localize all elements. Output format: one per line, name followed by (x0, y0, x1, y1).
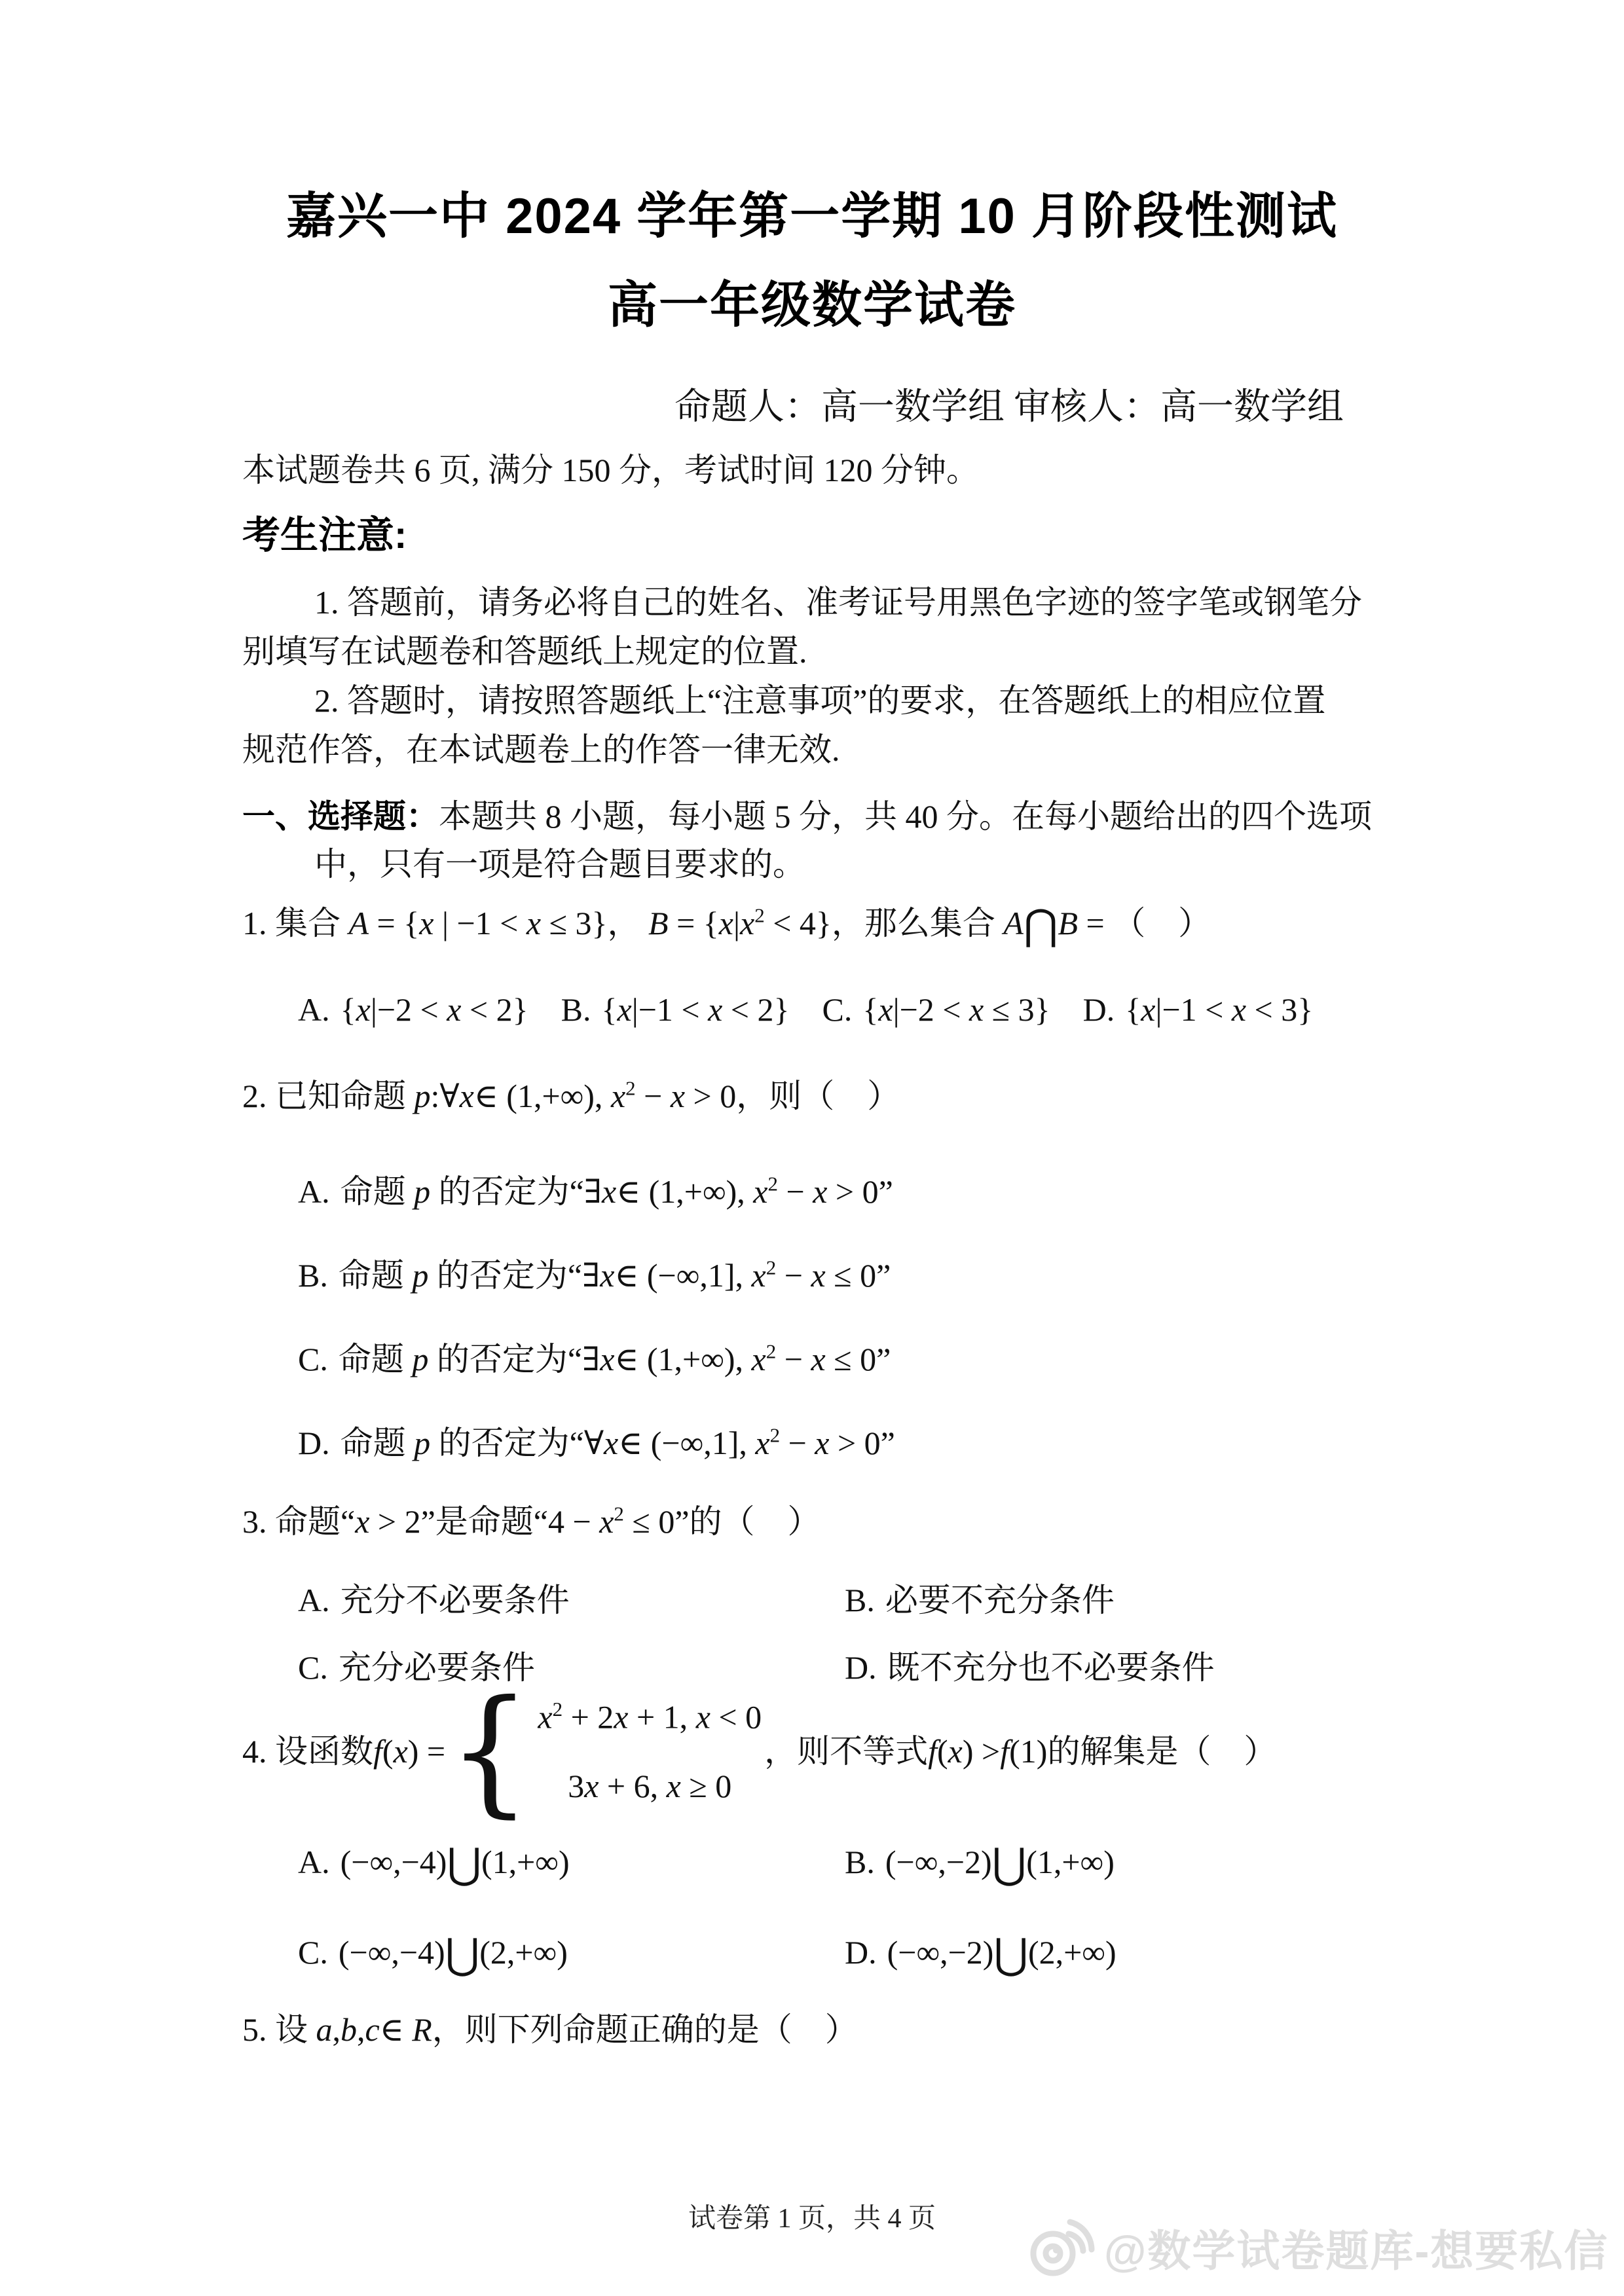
weibo-icon (1027, 2212, 1095, 2283)
question-1-option-d (1083, 989, 1314, 1031)
question-1-option-a (298, 989, 528, 1031)
byline: 命题人：高一数学组 审核人：高一数学组 (674, 387, 1344, 428)
question-2-stem: 2. 已知命题 p:∀x∈ (1,+∞), $x^2 - x > 0$，则（ ） (242, 1076, 900, 1114)
question-3-option-c-text: 充分必要条件 (338, 1649, 535, 1686)
question-1-option-b (561, 989, 790, 1031)
question-1-option-a-label: A. (298, 991, 330, 1028)
question-4-option-c-text: (−∞,−4)⋃(2,+∞) (338, 1930, 568, 1979)
question-4-option-a-label: A. (298, 1844, 330, 1880)
question-3-option-c-label: C. (298, 1649, 328, 1686)
question-4-option-a (298, 1840, 570, 1889)
question-3-option-b-text: 必要不充分条件 (885, 1582, 1115, 1618)
question-4-stem: 4. 设函数 f ( x ) = { $x^2 + 2x + 1$, x < 0 3x + 6, x ≥ 0 ，则不等式 f ( x ) > f (1) 的解集是（ ） (242, 1671, 1277, 1831)
section-1-title: 一、选择题： (242, 798, 439, 835)
piecewise-brace: { (448, 1671, 532, 1831)
question-1-option-b-text: {x|−1 < x < 2} (601, 991, 790, 1028)
notice-1-line-1: 1. 答题前，请务必将自己的姓名、准考证号用黑色字迹的签字笔或钢笔分 (314, 584, 1362, 621)
question-2-option-c-text: 命题 p 的否定为“∃x∈ (1,+∞), $x^2 - x \le 0$” (338, 1339, 891, 1377)
notice-title: 考生注意: (242, 514, 407, 556)
question-2-option-d (298, 1422, 895, 1465)
watermark (1027, 2212, 1608, 2283)
question-3-option-a (298, 1579, 570, 1622)
question-5-stem: 5. 设 a,b,c∈ R，则下列命题正确的是（ ） (242, 2011, 858, 2048)
exam-title-line1: 嘉兴一中 2024 学年第一学期 10 月阶段性测试 (286, 189, 1338, 244)
question-1-option-c (822, 989, 1050, 1031)
question-3-option-b-label: B. (845, 1582, 875, 1618)
question-3-option-d-label: D. (845, 1649, 877, 1686)
notice-2-line-2: 规范作答，在本试题卷上的作答一律无效. (242, 731, 840, 768)
question-4-option-b-text: (−∞,−2)⋃(1,+∞) (885, 1840, 1115, 1889)
question-3-option-a-label: A. (298, 1582, 330, 1618)
question-2-option-d-label: D. (298, 1425, 330, 1461)
question-1-option-c-text: {x|−2 < x ≤ 3} (862, 991, 1050, 1028)
watermark-text: @数学试卷题库-想要私信 (1104, 2227, 1609, 2275)
question-4-option-d (845, 1930, 1116, 1979)
question-2-option-c (298, 1338, 891, 1381)
question-4-option-c-label: C. (298, 1934, 328, 1971)
question-4-option-c (298, 1930, 568, 1979)
question-2-option-a-label: A. (298, 1173, 330, 1210)
question-3-option-b (845, 1579, 1115, 1622)
question-2-option-b-text: 命题 p 的否定为“∃x∈ (−∞,1], $x^2 - x \le 0$” (338, 1256, 891, 1294)
piecewise-row: 3x + 6, x ≥ 0 (568, 1767, 732, 1804)
exam-title-line2: 高一年级数学试卷 (608, 278, 1016, 333)
question-1-stem: 1. 集合 A = {x | −1 < x ≤ 3}， $B = \{x|x^2 < 4\}$，那么集合 A⋂B = （ ） (242, 901, 1211, 950)
question-3-option-a-text: 充分不必要条件 (340, 1582, 570, 1618)
question-2-option-a-text: 命题 p 的否定为“∃x∈ (1,+∞), $x^2 - x > 0$” (340, 1172, 893, 1210)
question-1-option-b-label: B. (561, 991, 591, 1028)
question-4-option-b-label: B. (845, 1844, 875, 1880)
question-4-option-b (845, 1840, 1115, 1889)
question-3-option-d-text: 既不充分也不必要条件 (887, 1649, 1215, 1686)
question-3-option-d (845, 1647, 1215, 1689)
question-2-option-a (298, 1171, 893, 1213)
question-4-option-d-text: (−∞,−2)⋃(2,+∞) (887, 1930, 1116, 1979)
page-footer: 试卷第 1 页，共 4 页 (688, 2204, 936, 2234)
question-4-option-d-label: D. (845, 1934, 877, 1971)
question-4-option-a-text: (−∞,−4)⋃(1,+∞) (340, 1840, 570, 1889)
paper-info: 本试题卷共 6 页, 满分 150 分，考试时间 120 分钟。 (242, 452, 979, 488)
section-1-header-line-2: 中，只有一项是符合题目要求的。 (314, 846, 805, 883)
question-2-option-d-text: 命题 p 的否定为“∀x∈ (−∞,1], $x^2 - x > 0$” (340, 1423, 895, 1461)
question-1-option-d-text: {x|−1 < x < 3} (1125, 991, 1314, 1028)
question-1-options (298, 989, 1313, 1031)
notice-2-line-1: 2. 答题时，请按照答题纸上“注意事项”的要求，在答题纸上的相应位置 (314, 682, 1326, 719)
section-1-description: 本题共 8 小题，每小题 5 分，共 40 分。在每小题给出的四个选项 (439, 798, 1372, 835)
notice-1-line-2: 别填写在试题卷和答题纸上规定的位置. (242, 633, 807, 670)
question-1-option-d-label: D. (1082, 991, 1115, 1028)
question-2-option-b-label: B. (298, 1257, 328, 1294)
piecewise-row: $x^2 + 2x + 1$, x < 0 (538, 1698, 762, 1736)
question-2-option-b (298, 1254, 891, 1297)
section-1-header-line-1 (242, 795, 1372, 838)
question-3-stem: 3. 命题“x > 2”是命题“$4 - x^2 \le 0$”的（ ） (242, 1502, 821, 1540)
piecewise-function (448, 1671, 762, 1831)
question-1-option-c-label: C. (822, 991, 853, 1028)
question-2-option-c-label: C. (298, 1341, 328, 1377)
question-1-option-a-text: {x|−2 < x < 2} (340, 991, 528, 1028)
